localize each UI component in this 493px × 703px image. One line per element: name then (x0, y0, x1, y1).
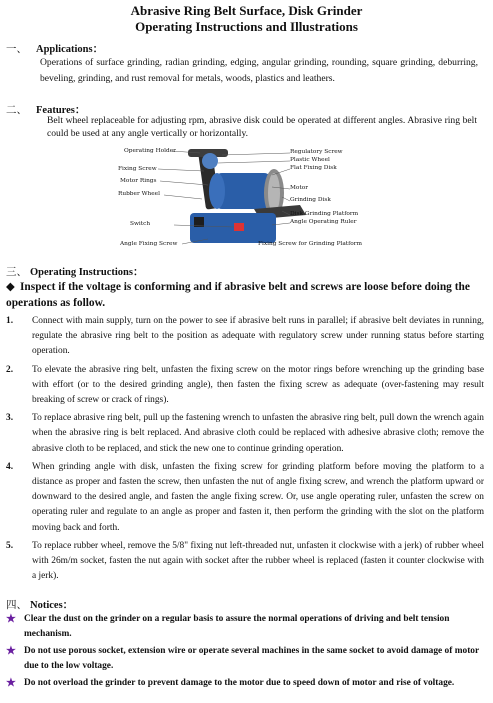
grinder-illustration (118, 143, 370, 253)
section-number: 四、 (6, 600, 27, 611)
section-number: 一、 (6, 44, 27, 55)
step-number: 4. (6, 461, 14, 472)
instruction-steps (6, 314, 484, 587)
section-applications-heading (6, 41, 103, 56)
notice-item (6, 644, 484, 673)
section-label: Features： (36, 105, 86, 116)
step-number: 1. (6, 316, 14, 326)
label-disk-grinding-platform: Disk Grinding Platform (290, 211, 359, 217)
warning-text: Inspect if the voltage is conforming and if abrasive belt and screws are loose before doing the operations as follow. (6, 281, 470, 309)
section-operating-heading (6, 264, 143, 279)
section-label: Operating Instructions： (30, 267, 144, 278)
label-switch: Switch (130, 221, 151, 227)
grinder-machine-image (122, 143, 370, 253)
star-icon: ★ (6, 613, 16, 625)
notice-text: Clear the dust on the grinder on a regular basis to assure the normal operations of driving and belt tension mechanism. (24, 614, 450, 639)
label-angle-fixing-screw: Angle Fixing Screw (120, 241, 178, 247)
step-text: Connect with main supply, turn on the power to see if abrasive belt runs in parallel; if abrasive belt deviates in running, regulate the abrasive ring belt to the position as adequate with regulatory screw under running status before starting operation. (32, 316, 484, 357)
step-text: To elevate the abrasive ring belt, unfasten the fixing screw on the motor rings before wrenching up the grinding base with effort (or to the desired grinding angle), then fasten the fixing screw as adequate (over-fastening may result breaking of screw or crack of rings). (32, 364, 484, 406)
section-label: Applications： (36, 44, 104, 55)
star-icon: ★ (6, 677, 16, 689)
label-rubber-wheel: Rubber Wheel (118, 191, 160, 197)
label-fixing-screw-platform: Fixing Screw for Grinding Platform (258, 241, 363, 247)
section-number: 二、 (6, 105, 27, 116)
step-number: 5. (6, 540, 14, 551)
label-operating-holder: Operating Holder (124, 148, 176, 154)
title-line-1: Abrasive Ring Belt Surface, Disk Grinder (130, 3, 363, 18)
label-regulatory-screw: Regulatory Screw (290, 149, 343, 155)
step-number: 2. (6, 364, 14, 375)
step-text: To replace abrasive ring belt, pull up the fastening wrench to unfasten the abrasive ring belt, pull down the wrench again when the abrasive ring is belt replaced. And abrasive cloth could be replaced with adhesive abrasive cloth; remove the abrasive cloth to be replaced, and stick the new one to continue grinding operation. (32, 413, 484, 454)
section-notices-heading (6, 597, 73, 612)
notice-text: Do not use porous socket, extension wire or operate several machines in the same socket to avoid damage of motor due to the low voltage. (24, 646, 479, 671)
step-item (6, 363, 484, 409)
label-angle-operating-ruler: Angle Operating Ruler (290, 219, 357, 225)
notice-item (6, 612, 484, 641)
step-text: When grinding angle with disk, unfasten the fixing screw for grinding platform before moving the platform to a distance as proper and fasten the screw, then unfasten the nut of angle fixing screw, and wrench the platform upward or downward to the desired angle, and fasten the angle fixing screw. Or, use angle operating ruler, unfasten the screw on operating ruler and regulate to an angle as proper and fasten it, then perform the grinding with the slot on the platform moving back and forth. (32, 461, 484, 533)
notice-text: Do not overload the grinder to prevent damage to the motor due to speed down of motor and rise of voltage. (24, 678, 455, 688)
section-number: 三、 (6, 267, 27, 278)
step-item (6, 460, 484, 536)
section-label: Notices： (30, 600, 74, 611)
label-motor-rings: Motor Rings (120, 178, 157, 184)
step-item (6, 539, 484, 585)
label-motor: Motor (290, 185, 309, 191)
step-item (6, 314, 484, 360)
document-title (0, 3, 493, 35)
star-icon: ★ (6, 645, 16, 657)
step-number: 3. (6, 413, 14, 424)
voltage-warning (6, 279, 484, 311)
applications-text: Operations of surface grinding, radian grinding, edging, angular grinding, rounding, square grinding, deburring, beveling, grinding, and rust removal for metals, woods, plastics and leathers. (40, 57, 478, 84)
label-plastic-wheel: Plastic Wheel (290, 157, 330, 163)
step-text: To replace rubber wheel, remove the 5/8" fixing nut left-threaded nut, unfasten it clockwise with a jerk) of rubber wheel with 26m/m socket, fasten the nut again with socket after the rubber wheel is replaced (fasten it counter clockwise with a jerk). (32, 540, 484, 582)
title-line-2: Operating Instructions and Illustrations (135, 19, 358, 34)
step-item (6, 411, 484, 457)
notices-list (6, 612, 484, 694)
features-text: Belt wheel replaceable for adjusting rpm, abrasive disk could be operated at different angles. Abrasive ring belt could be used at any angle vertically or horizontally. (47, 115, 477, 139)
diamond-bullet-icon: ◆ (6, 281, 15, 293)
notice-item (6, 676, 484, 691)
label-grinding-disk: Grinding Disk (290, 197, 331, 203)
label-flat-fixing-disk: Flat Fixing Disk (290, 165, 337, 171)
switch-icon (234, 223, 244, 231)
label-fixing-screw: Fixing Screw (118, 166, 157, 172)
